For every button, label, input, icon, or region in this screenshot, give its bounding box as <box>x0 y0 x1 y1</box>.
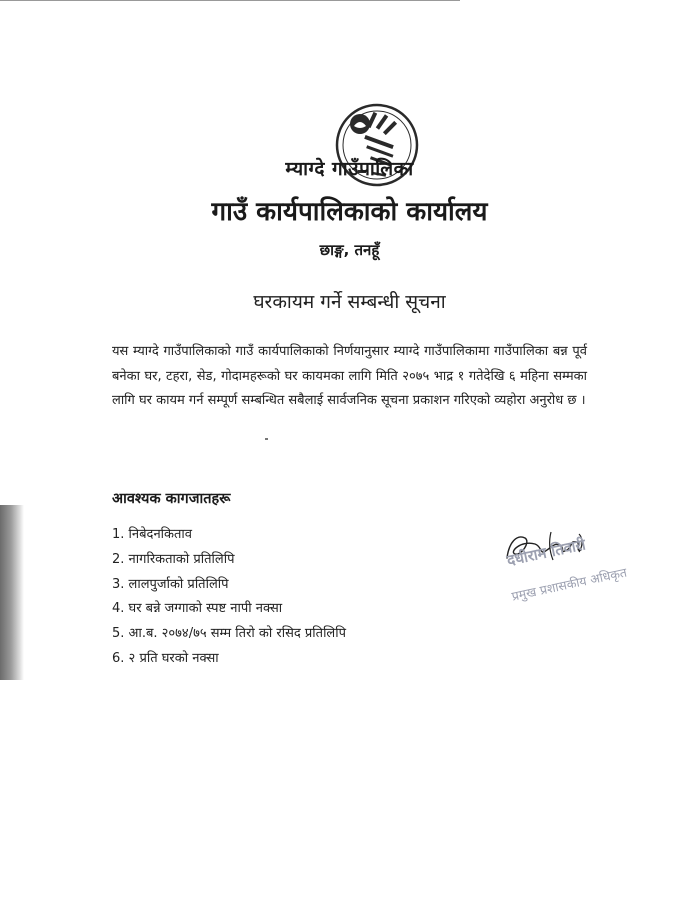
list-item-text: २ प्रति घरको नक्सा <box>128 650 219 666</box>
signatory-title: प्रमुख प्रशासकीय अधिकृत <box>510 564 629 604</box>
office-title: गाउँ कार्यपालिकाको कार्यालय <box>211 197 488 227</box>
list-item-number: 2. <box>112 551 125 567</box>
municipality-name: म्याग्दे गाउँपालिका <box>285 158 414 180</box>
list-item <box>112 548 346 573</box>
scan-top-line <box>0 0 460 1</box>
office-location: छाङ्ग, तनहूँ <box>319 241 380 259</box>
list-item-text: निबेदनकिताव <box>128 527 193 542</box>
scan-edge-shadow <box>0 505 24 680</box>
list-item-text: आ.ब. २०७४/७५ सम्म तिरो को रसिद प्रतिलिपि <box>128 626 346 642</box>
list-item-number: 4. <box>112 601 125 617</box>
list-item-text: घर बन्ने जग्गाको स्पष्ट नापी नक्सा <box>128 601 283 617</box>
list-item <box>112 573 346 598</box>
signatory-name: दधीराम तिवारी <box>505 535 588 570</box>
required-documents-list <box>112 523 346 672</box>
list-item-number: 5. <box>112 626 125 642</box>
list-item-number: 6. <box>112 650 125 666</box>
list-item-text: लालपुर्जाको प्रतिलिपि <box>128 576 229 592</box>
list-item <box>112 647 346 672</box>
list-item-number: 1. <box>112 527 125 542</box>
list-item-number: 3. <box>112 576 125 592</box>
notice-title: घरकायम गर्ने सम्बन्धी सूचना <box>253 291 446 313</box>
list-item <box>112 523 346 548</box>
list-item <box>112 622 346 647</box>
notice-body: यस म्याग्दे गाउँपालिकाको गाउँ कार्यपालिकाको निर्णयानुसार म्याग्दे गाउँपालिकामा गाउँपालिका बन्न पूर्व बनेका घर, टहरा, सेड, गोदामहरूको घर कायमका लागि मिति २०७५ भाद्र १ गतेदेखि ६ महिना सम्मका लागि घर कायम गर्न सम्पूर्ण सम्बन्धित सबैलाई सार्वजनिक सूचना प्रकाशन गरिएको व्यहोरा अनुरोध छ । <box>112 344 587 408</box>
scan-speck <box>265 438 268 440</box>
required-documents-heading: आवश्यक कागजातहरू <box>112 491 231 507</box>
list-item <box>112 597 346 622</box>
list-item-text: नागरिकताको प्रतिलिपि <box>128 551 235 567</box>
